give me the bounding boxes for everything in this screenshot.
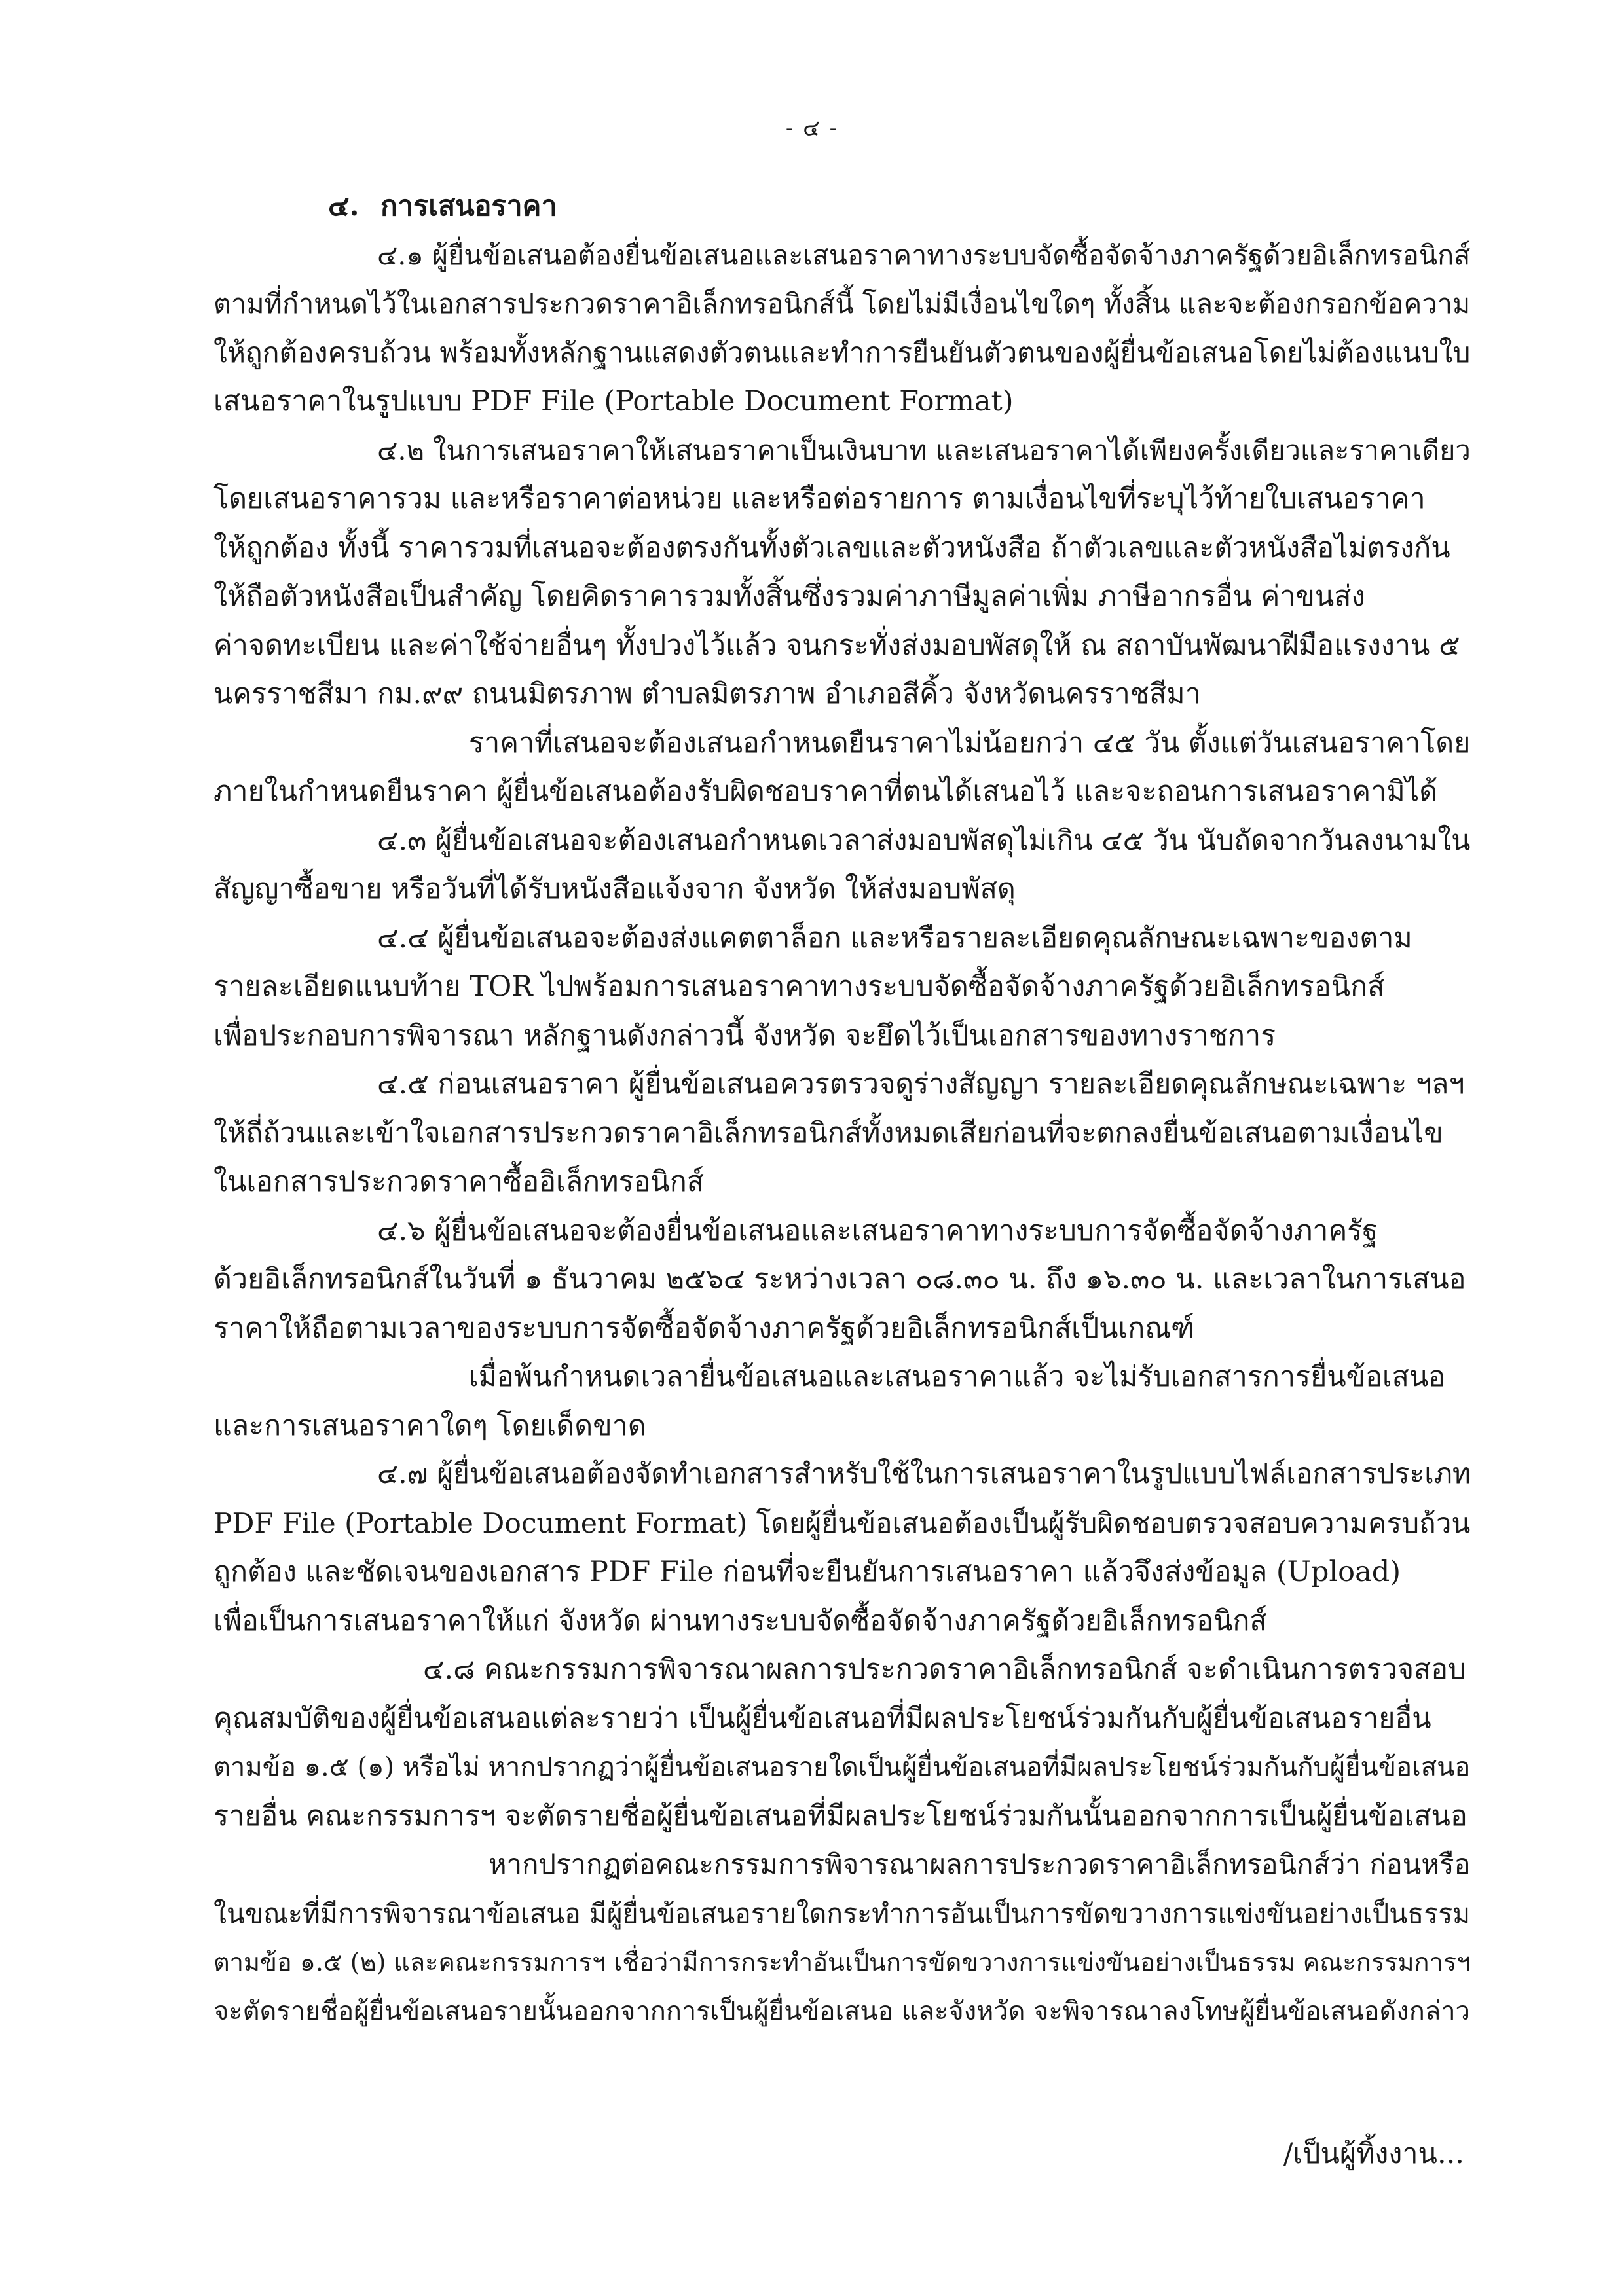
paragraph-line: นครราชสีมา กม.๙๙ ถนนมิตรภาพ ตำบลมิตรภาพ อำเภอสีคิ้ว จังหวัดนครราชสีมา bbox=[213, 678, 1201, 710]
paragraph-line: ๔.๔ ผู้ยื่นข้อเสนอจะต้องส่งแคตตาล็อก และหรือรายละเอียดคุณลักษณะเฉพาะของตาม bbox=[377, 921, 1412, 955]
paragraph-line: สัญญาซื้อขาย หรือวันที่ได้รับหนังสือแจ้งจาก จังหวัด ให้ส่งมอบพัสดุ bbox=[213, 873, 1016, 905]
paragraph-line: ตามที่กำหนดไว้ในเอกสารประกวดราคาอิเล็กทรอนิกส์นี้ โดยไม่มีเงื่อนไขใดๆ ทั้งสิ้น และจะต้องกรอกข้อความ bbox=[213, 287, 1471, 319]
paragraph-line: ๔.๖ ผู้ยื่นข้อเสนอจะต้องยื่นข้อเสนอและเสนอราคาทางระบบการจัดซื้อจัดจ้างภาครัฐ bbox=[377, 1214, 1378, 1247]
paragraph-line: ตามข้อ ๑.๕ (๒) และคณะกรรมการฯ เชื่อว่ามีการกระทำอันเป็นการขัดขวางการแข่งขันอย่างเป็นธรรม คณะกรรมการฯ bbox=[213, 1948, 1471, 1977]
paragraph-line: เพื่อเป็นการเสนอราคาให้แก่ จังหวัด ผ่านทางระบบจัดซื้อจัดจ้างภาครัฐด้วยอิเล็กทรอนิกส์ bbox=[213, 1604, 1267, 1637]
paragraph-line: ๔.๕ ก่อนเสนอราคา ผู้ยื่นข้อเสนอควรตรวจดูร่างสัญญา รายละเอียดคุณลักษณะเฉพาะ ฯลฯ bbox=[377, 1068, 1465, 1101]
paragraph-line: จะตัดรายชื่อผู้ยื่นข้อเสนอรายนั้นออกจากการเป็นผู้ยื่นข้อเสนอ และจังหวัด จะพิจารณาลงโทษผู้ยื่นข้อเสนอดังกล่าว bbox=[213, 1995, 1470, 2026]
paragraph-line: ถูกต้อง และชัดเจนของเอกสาร PDF File ก่อนที่จะยืนยันการเสนอราคา แล้วจึงส่งข้อมูล (Upload) bbox=[213, 1556, 1401, 1588]
paragraph-line: ๔.๑ ผู้ยื่นข้อเสนอต้องยื่นข้อเสนอและเสนอราคาทางระบบจัดซื้อจัดจ้างภาครัฐด้วยอิเล็กทรอนิกส์ bbox=[377, 239, 1471, 271]
page-number: - ๔ - bbox=[785, 115, 839, 141]
paragraph-line: ๔.๒ ในการเสนอราคาให้เสนอราคาเป็นเงินบาท และเสนอราคาได้เพียงครั้งเดียวและราคาเดียว bbox=[377, 433, 1471, 466]
paragraph-line: โดยเสนอราคารวม และหรือราคาต่อหน่วย และหรือต่อรายการ ตามเงื่อนไขที่ระบุไว้ท้ายใบเสนอราคา bbox=[213, 483, 1426, 515]
paragraph-line: เสนอราคาในรูปแบบ PDF File (Portable Document Format) bbox=[213, 385, 1014, 418]
paragraph-line: ๔.๓ ผู้ยื่นข้อเสนอจะต้องเสนอกำหนดเวลาส่งมอบพัสดุไม่เกิน ๔๕ วัน นับถัดจากวันลงนามใน bbox=[377, 824, 1471, 857]
paragraph-line: ให้ถี่ถ้วนและเข้าใจเอกสารประกวดราคาอิเล็กทรอนิกส์ทั้งหมดเสียก่อนที่จะตกลงยื่นข้อเสนอตามเงื่อนไข bbox=[213, 1116, 1443, 1150]
paragraph-line: ค่าจดทะเบียน และค่าใช้จ่ายอื่นๆ ทั้งปวงไว้แล้ว จนกระทั่งส่งมอบพัสดุให้ ณ สถาบันพัฒนาฝีมือแรงงาน ๕ bbox=[213, 629, 1460, 662]
section-heading bbox=[213, 182, 1471, 231]
paragraph-line: ให้ถือตัวหนังสือเป็นสำคัญ โดยคิดราคารวมทั้งสิ้นซึ่งรวมค่าภาษีมูลค่าเพิ่ม ภาษีอากรอื่น ค่าขนส่ง bbox=[213, 580, 1365, 613]
paragraph-line: และการเสนอราคาใดๆ โดยเด็ดขาด bbox=[213, 1409, 646, 1442]
paragraph-line: คุณสมบัติของผู้ยื่นข้อเสนอแต่ละรายว่า เป็นผู้ยื่นข้อเสนอที่มีผลประโยชน์ร่วมกันกับผู้ยื่นข้อเสนอรายอื่น bbox=[213, 1702, 1431, 1735]
paragraph-line: ๔.๘ คณะกรรมการพิจารณาผลการประกวดราคาอิเล็กทรอนิกส์ จะดำเนินการตรวจสอบ bbox=[423, 1653, 1466, 1686]
paragraph-line: ในเอกสารประกวดราคาซื้ออิเล็กทรอนิกส์ bbox=[213, 1165, 705, 1198]
paragraph-line: ๔.๗ ผู้ยื่นข้อเสนอต้องจัดทำเอกสารสำหรับใช้ในการเสนอราคาในรูปแบบไฟล์เอกสารประเภท bbox=[377, 1458, 1471, 1490]
paragraph-line: ภายในกำหนดยืนราคา ผู้ยื่นข้อเสนอต้องรับผิดชอบราคาที่ตนได้เสนอไว้ และจะถอนการเสนอราคามิได้ bbox=[213, 775, 1438, 808]
paragraph-line: ตามข้อ ๑.๕ (๑) หรือไม่ หากปรากฏว่าผู้ยื่นข้อเสนอรายใดเป็นผู้ยื่นข้อเสนอที่มีผลประโยชน์ร่วมกันกับผู้ยื่นข้อเสนอ bbox=[213, 1752, 1471, 1782]
paragraph-line: หากปรากฏต่อคณะกรรมการพิจารณาผลการประกวดราคาอิเล็กทรอนิกส์ว่า ก่อนหรือ bbox=[489, 1848, 1471, 1880]
paragraph-line: รายละเอียดแนบท้าย TOR ไปพร้อมการเสนอราคาทางระบบจัดซื้อจัดจ้างภาครัฐด้วยอิเล็กทรอนิกส์ bbox=[213, 970, 1385, 1003]
paragraph-line: ในขณะที่มีการพิจารณาข้อเสนอ มีผู้ยื่นข้อเสนอรายใดกระทำการอันเป็นการขัดขวางการแข่งขันอย่างเป็นธรรม bbox=[213, 1897, 1471, 1929]
section-number: ๔. bbox=[328, 190, 360, 223]
paragraph-line: PDF File (Portable Document Format) โดยผู้ยื่นข้อเสนอต้องเป็นผู้รับผิดชอบตรวจสอบความครบถ้วน bbox=[213, 1506, 1471, 1539]
paragraph-line: เพื่อประกอบการพิจารณา หลักฐานดังกล่าวนี้ จังหวัด จะยึดไว้เป็นเอกสารของทางราชการ bbox=[213, 1019, 1276, 1052]
document-body bbox=[213, 182, 1471, 2035]
paragraph-line: ราคาให้ถือตามเวลาของระบบการจัดซื้อจัดจ้างภาครัฐด้วยอิเล็กทรอนิกส์เป็นเกณฑ์ bbox=[213, 1311, 1194, 1345]
paragraph-line: ให้ถูกต้อง ทั้งนี้ ราคารวมที่เสนอจะต้องตรงกันทั้งตัวเลขและตัวหนังสือ ถ้าตัวเลขและตัวหนังสือไม่ตรงกัน bbox=[213, 531, 1450, 564]
continuation-note: /เป็นผู้ทิ้งงาน... bbox=[1283, 2138, 1464, 2170]
paragraph-line: ราคาที่เสนอจะต้องเสนอกำหนดยืนราคาไม่น้อยกว่า ๔๕ วัน ตั้งแต่วันเสนอราคาโดย bbox=[469, 726, 1471, 759]
section-title: การเสนอราคา bbox=[380, 190, 557, 223]
paragraph-line: ด้วยอิเล็กทรอนิกส์ในวันที่ ๑ ธันวาคม ๒๕๖๔ ระหว่างเวลา ๐๘.๓๐ น. ถึง ๑๖.๓๐ น. และเวลาในการเสนอ bbox=[213, 1263, 1466, 1296]
paragraph-line: ให้ถูกต้องครบถ้วน พร้อมทั้งหลักฐานแสดงตัวตนและทำการยืนยันตัวตนของผู้ยื่นข้อเสนอโดยไม่ต้องแนบใบ bbox=[213, 336, 1471, 369]
paragraph-line: รายอื่น คณะกรรมการฯ จะตัดรายชื่อผู้ยื่นข้อเสนอที่มีผลประโยชน์ร่วมกันนั้นออกจากการเป็นผู้ยื่นข้อเสนอ bbox=[213, 1799, 1467, 1832]
paragraph-line: เมื่อพ้นกำหนดเวลายื่นข้อเสนอและเสนอราคาแล้ว จะไม่รับเอกสารการยื่นข้อเสนอ bbox=[469, 1360, 1446, 1393]
